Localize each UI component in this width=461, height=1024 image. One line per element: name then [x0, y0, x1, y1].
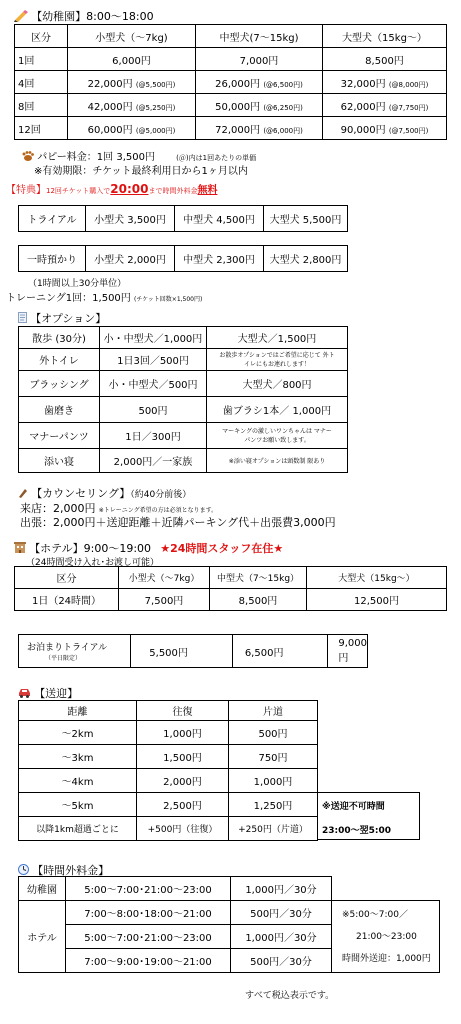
- temp-unit: （1時間以上30分単位）: [28, 279, 127, 289]
- table-header: 小型犬（〜7kg): [68, 25, 196, 48]
- puppy-line: パピー料金：1回 3,500円 (＠)内は1回あたりの単価: [22, 148, 256, 164]
- hotel-icon: [14, 542, 26, 556]
- table-row: 歯磨き 500円 歯ブラシ1本／ 1,000円: [19, 397, 348, 423]
- table-row: 8回 42,000円 (@5,250円) 50,000円 (@6,250円) 62,000円 (@7,750円): [15, 94, 447, 117]
- validity-note: ※有効期限：チケット最終利用日から1ヶ月以内: [34, 166, 248, 177]
- hotel-sub: （24時間受け入れ･お渡し可能）: [26, 558, 159, 568]
- counseling-trip: 出張：2,000円＋送迎距離＋近隣パーキング代＋出張費3,000円: [20, 516, 336, 529]
- hotel-trial-table: お泊まりトライアル （平日限定） 5,500円 6,500円 9,000円: [18, 634, 368, 668]
- table-row: 〜4km 2,000円 1,000円: [19, 769, 318, 793]
- memo-icon: [18, 312, 27, 326]
- transport-notice-box: ※送迎不可時間 23:00〜翌5:00: [317, 792, 420, 840]
- kindergarten-section: [14, 8, 154, 25]
- pencil-icon: [18, 488, 28, 501]
- trial-table: トライアル 小型犬 3,500円 中型犬 4,500円 大型犬 5,500円: [18, 205, 348, 232]
- options-title-row: 【オプション】: [18, 310, 106, 326]
- table-row: 1日（24時間） 7,500円 8,500円 12,500円: [15, 589, 447, 611]
- table-row: 幼稚園 5:00〜7:00･21:00〜23:00 1,000円／30分: [19, 877, 440, 901]
- table-header: 大型犬（15kg〜）: [323, 25, 447, 48]
- footer-note: すべて税込表示です。: [245, 991, 335, 1001]
- paw-icon: [22, 151, 34, 164]
- kindergarten-title: 【幼稚園】8:00〜18:00: [31, 10, 154, 23]
- options-table: [18, 326, 348, 473]
- table-row: 7:00〜8:00･18:00〜21:00 500円／30分 ※5:00〜7:00／ 21:00〜23:00 時間外送迎：1,000円: [19, 901, 440, 925]
- table-header: 中型犬(7〜15kg): [196, 25, 323, 48]
- table-row: 以降1km超過ごとに +500円（往復） +250円（片道）: [19, 817, 318, 841]
- table-row: 〜2km 1,000円 500円: [19, 721, 318, 745]
- table-row: ホテル 5:00〜7:00･21:00〜23:00 1,000円／30分: [19, 925, 440, 949]
- kindergarten-table: [14, 24, 447, 140]
- counseling-visit: 来店：2,000円 ※トレーニング希望の方は必須となります。: [20, 502, 218, 515]
- table-row: 〜5km 2,500円 1,250円: [19, 793, 318, 817]
- transport-title-row: 【送迎】: [18, 685, 78, 701]
- hotel-table: 区分 小型犬（〜7kg） 中型犬（7〜15kg） 大型犬（15kg〜） 1日（24時間） 7,500円 8,500円 12,500円: [14, 566, 447, 611]
- table-header: 区分: [15, 25, 68, 48]
- table-row: 散歩 (30分) 小・中型犬／1,000円 大型犬／1,500円: [19, 327, 348, 349]
- table-row: 4回 22,000円 (@5,500円) 26,000円 (@6,500円) 32,000円 (@8,000円): [15, 71, 447, 94]
- pencil-icon: [14, 10, 28, 25]
- overtime-title-row: 【時間外料金】: [18, 862, 109, 878]
- table-row: マナーパンツ 1日／300円 マーキングの激しいワンちゃんは マナーパンツお願い致します。: [19, 423, 348, 449]
- table-row: 〜3km 1,500円 750円: [19, 745, 318, 769]
- car-icon: [18, 688, 31, 701]
- training-line: トレーニング1回：1,500円 (チケット回数×1,500円): [6, 293, 203, 304]
- tokuten-line: 【特典】12回チケット購入で20:00まで時間外料金無料: [6, 182, 218, 196]
- table-row: ブラッシング 小・中型犬／500円 大型犬／800円: [19, 371, 348, 397]
- table-row: 7:00〜9:00･19:00〜21:00 500円／30分: [19, 949, 440, 973]
- temp-table: 一時預かり 小型犬 2,000円 中型犬 2,300円 大型犬 2,800円: [18, 245, 348, 272]
- overtime-note: ※5:00〜7:00／ 21:00〜23:00 時間外送迎：1,000円: [332, 901, 440, 973]
- hotel-title-row: 【ホテル】9:00〜19:00 ★24時間スタッフ在住★: [14, 540, 283, 556]
- overtime-table: [18, 876, 440, 973]
- table-row: 1回 6,000円 7,000円 8,500円: [15, 48, 447, 71]
- table-row: 外トイレ 1日3回／500円 お散歩オプションではご希望に応じて 外トイレにもお連れします！: [19, 349, 348, 371]
- transport-table: 距離 往復 片道 〜2km 1,000円 500円 〜3km 1,500円 750円 〜4km 2,000円 1,000円 〜5km 2,500円 1,250円 以降1km超過ごとに +500円（往復） +250円（片道）: [18, 700, 318, 841]
- table-row: 添い寝 2,000円／一家族 ※添い寝オプションは頭数制 限あり: [19, 449, 348, 473]
- counseling-title-row: 【カウンセリング】（約40分前後）: [18, 485, 191, 501]
- table-row: 12回 60,000円 (@5,000円) 72,000円 (@6,000円) 90,000円 (@7,500円): [15, 117, 447, 140]
